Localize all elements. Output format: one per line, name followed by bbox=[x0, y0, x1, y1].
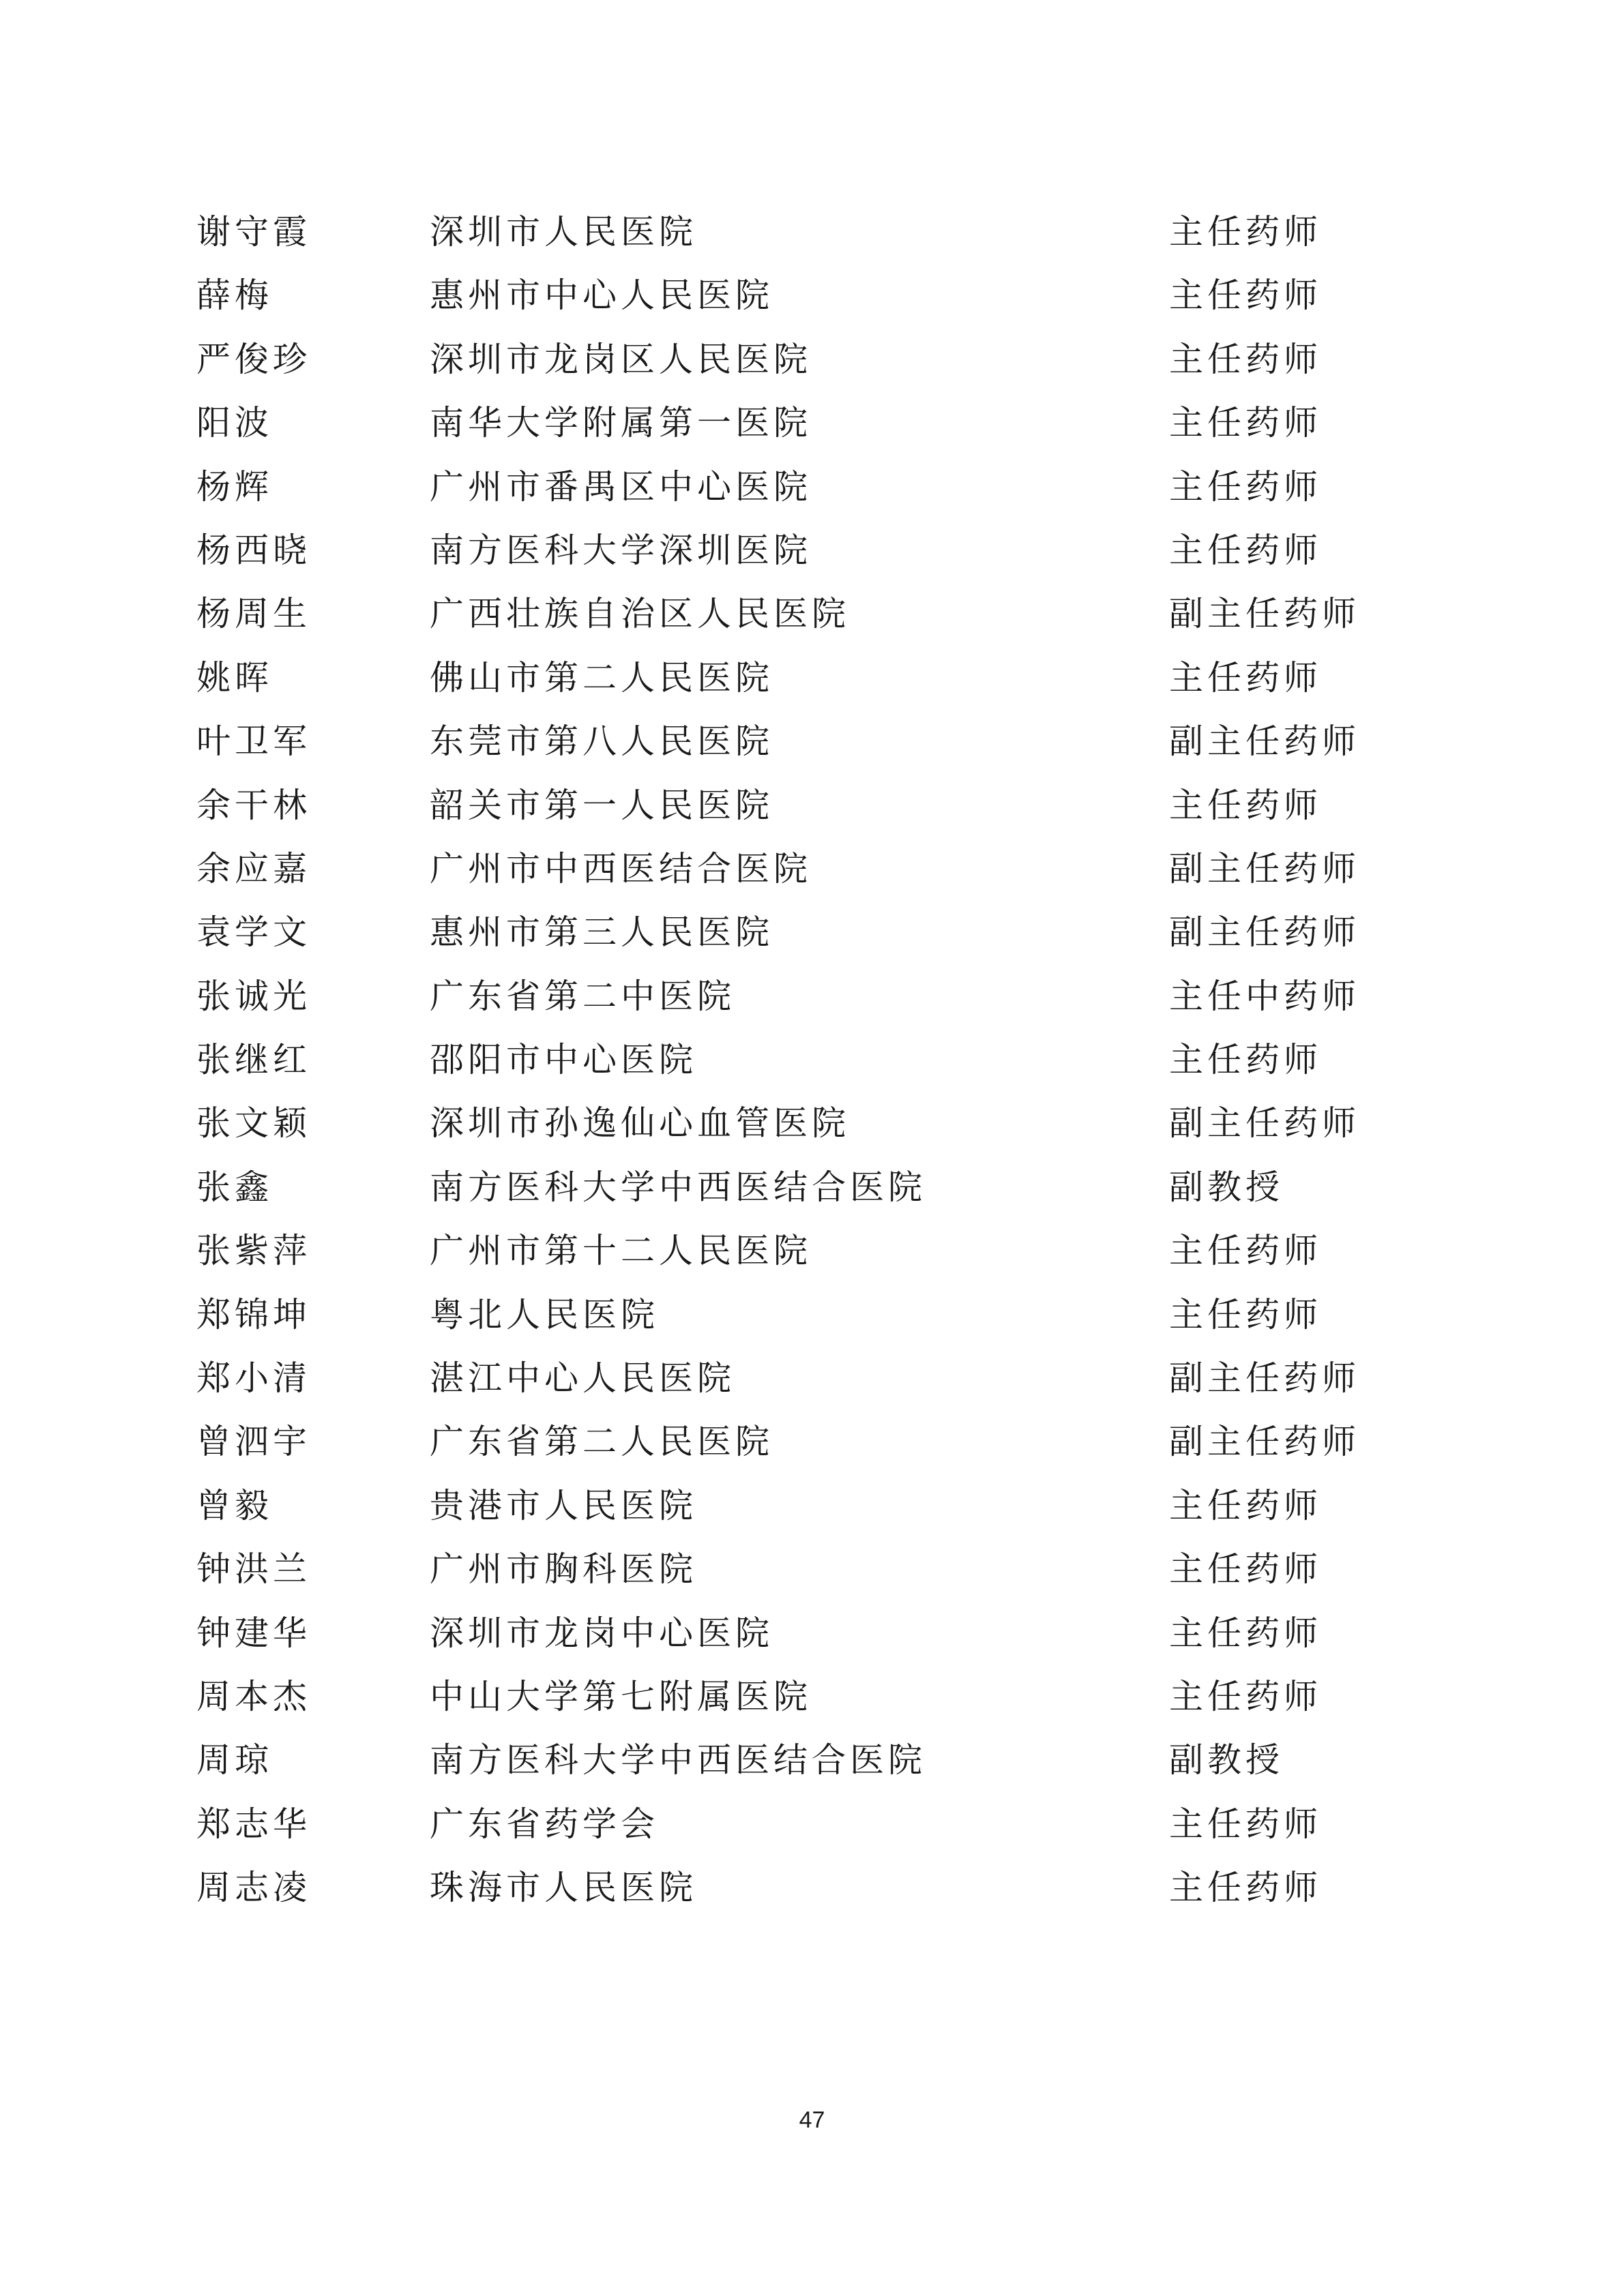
list-item bbox=[196, 1538, 1458, 1601]
member-organization: 深圳市人民医院 bbox=[430, 212, 697, 252]
list-item bbox=[196, 774, 1458, 837]
member-list bbox=[196, 200, 1458, 1920]
list-item bbox=[196, 1856, 1458, 1920]
member-title: 主任药师 bbox=[1169, 1294, 1322, 1335]
member-organization: 广州市中西医结合医院 bbox=[430, 848, 812, 889]
member-name: 杨西晓 bbox=[196, 530, 311, 570]
list-item bbox=[196, 328, 1458, 391]
member-name: 曾毅 bbox=[196, 1485, 273, 1525]
member-name: 郑小清 bbox=[196, 1358, 311, 1399]
member-organization: 湛江中心人民医院 bbox=[430, 1358, 735, 1399]
member-name: 张紫萍 bbox=[196, 1231, 311, 1271]
member-title: 主任药师 bbox=[1169, 466, 1322, 507]
member-name: 余应嘉 bbox=[196, 848, 311, 889]
member-name: 叶卫军 bbox=[196, 721, 311, 762]
list-item bbox=[196, 1028, 1458, 1092]
member-organization: 广东省药学会 bbox=[430, 1804, 659, 1844]
member-title: 副主任药师 bbox=[1169, 1358, 1360, 1399]
list-item bbox=[196, 1092, 1458, 1155]
member-name: 张文颖 bbox=[196, 1103, 311, 1144]
list-item bbox=[196, 1219, 1458, 1283]
member-title: 副主任药师 bbox=[1169, 912, 1360, 953]
list-item bbox=[196, 1156, 1458, 1219]
member-organization: 惠州市中心人民医院 bbox=[430, 275, 773, 316]
member-organization: 佛山市第二人民医院 bbox=[430, 657, 773, 698]
member-title: 主任药师 bbox=[1169, 1549, 1322, 1590]
member-title: 副主任药师 bbox=[1169, 721, 1360, 762]
member-name: 阳波 bbox=[196, 403, 273, 443]
member-title: 主任药师 bbox=[1169, 212, 1322, 252]
member-organization: 南方医科大学中西医结合医院 bbox=[430, 1740, 926, 1780]
member-title: 主任药师 bbox=[1169, 339, 1322, 379]
member-name: 杨周生 bbox=[196, 594, 311, 634]
member-title: 主任药师 bbox=[1169, 657, 1322, 698]
list-item bbox=[196, 1474, 1458, 1538]
member-organization: 韶关市第一人民医院 bbox=[430, 785, 773, 825]
member-name: 薛梅 bbox=[196, 275, 273, 316]
member-organization: 南方医科大学深圳医院 bbox=[430, 530, 812, 570]
member-title: 主任药师 bbox=[1169, 785, 1322, 825]
member-title: 主任药师 bbox=[1169, 1676, 1322, 1716]
member-title: 主任药师 bbox=[1169, 1231, 1322, 1271]
list-item bbox=[196, 391, 1458, 455]
list-item bbox=[196, 1283, 1458, 1347]
member-name: 张继红 bbox=[196, 1040, 311, 1080]
list-item bbox=[196, 1410, 1458, 1474]
member-name: 严俊珍 bbox=[196, 339, 311, 379]
member-name: 余干林 bbox=[196, 785, 311, 825]
list-item bbox=[196, 837, 1458, 901]
member-organization: 东莞市第八人民医院 bbox=[430, 721, 773, 762]
list-item bbox=[196, 965, 1458, 1028]
member-organization: 珠海市人民医院 bbox=[430, 1868, 697, 1908]
member-name: 谢守霞 bbox=[196, 212, 311, 252]
list-item bbox=[196, 1347, 1458, 1410]
member-organization: 广州市胸科医院 bbox=[430, 1549, 697, 1590]
member-name: 郑志华 bbox=[196, 1804, 311, 1844]
member-organization: 深圳市龙岗区人民医院 bbox=[430, 339, 812, 379]
member-name: 周本杰 bbox=[196, 1676, 311, 1716]
list-item bbox=[196, 901, 1458, 964]
member-organization: 邵阳市中心医院 bbox=[430, 1040, 697, 1080]
list-item bbox=[196, 1793, 1458, 1856]
member-title: 主任药师 bbox=[1169, 1804, 1322, 1844]
member-title: 副主任药师 bbox=[1169, 594, 1360, 634]
member-name: 郑锦坤 bbox=[196, 1294, 311, 1335]
list-item bbox=[196, 582, 1458, 646]
member-organization: 深圳市龙岗中心医院 bbox=[430, 1613, 773, 1653]
member-name: 周志凌 bbox=[196, 1868, 311, 1908]
member-title: 主任药师 bbox=[1169, 1868, 1322, 1908]
member-name: 周琼 bbox=[196, 1740, 273, 1780]
member-organization: 南华大学附属第一医院 bbox=[430, 403, 812, 443]
member-organization: 广州市番禺区中心医院 bbox=[430, 466, 812, 507]
member-title: 副教授 bbox=[1169, 1740, 1284, 1780]
list-item bbox=[196, 1665, 1458, 1729]
list-item bbox=[196, 264, 1458, 327]
member-title: 副教授 bbox=[1169, 1167, 1284, 1207]
member-title: 副主任药师 bbox=[1169, 1103, 1360, 1144]
member-name: 袁学文 bbox=[196, 912, 311, 953]
member-organization: 广东省第二中医院 bbox=[430, 976, 735, 1016]
member-title: 主任药师 bbox=[1169, 1040, 1322, 1080]
member-name: 钟洪兰 bbox=[196, 1549, 311, 1590]
list-item bbox=[196, 1602, 1458, 1665]
list-item bbox=[196, 646, 1458, 710]
member-title: 主任中药师 bbox=[1169, 976, 1360, 1016]
member-name: 曾泗宇 bbox=[196, 1422, 311, 1462]
member-name: 张鑫 bbox=[196, 1167, 273, 1207]
member-organization: 广州市第十二人民医院 bbox=[430, 1231, 812, 1271]
member-title: 副主任药师 bbox=[1169, 1422, 1360, 1462]
member-organization: 粤北人民医院 bbox=[430, 1294, 659, 1335]
member-organization: 南方医科大学中西医结合医院 bbox=[430, 1167, 926, 1207]
list-item bbox=[196, 1729, 1458, 1792]
list-item bbox=[196, 710, 1458, 773]
member-name: 杨辉 bbox=[196, 466, 273, 507]
list-item bbox=[196, 200, 1458, 264]
page-number: 47 bbox=[799, 2107, 825, 2133]
member-organization: 中山大学第七附属医院 bbox=[430, 1676, 812, 1716]
member-title: 主任药师 bbox=[1169, 1613, 1322, 1653]
member-organization: 广西壮族自治区人民医院 bbox=[430, 594, 850, 634]
member-name: 张诚光 bbox=[196, 976, 311, 1016]
member-organization: 惠州市第三人民医院 bbox=[430, 912, 773, 953]
list-item bbox=[196, 519, 1458, 582]
member-title: 副主任药师 bbox=[1169, 848, 1360, 889]
member-title: 主任药师 bbox=[1169, 1485, 1322, 1525]
member-title: 主任药师 bbox=[1169, 530, 1322, 570]
member-organization: 深圳市孙逸仙心血管医院 bbox=[430, 1103, 850, 1144]
member-organization: 贵港市人民医院 bbox=[430, 1485, 697, 1525]
member-title: 主任药师 bbox=[1169, 403, 1322, 443]
member-name: 钟建华 bbox=[196, 1613, 311, 1653]
member-title: 主任药师 bbox=[1169, 275, 1322, 316]
member-organization: 广东省第二人民医院 bbox=[430, 1422, 773, 1462]
list-item bbox=[196, 456, 1458, 519]
member-name: 姚晖 bbox=[196, 657, 273, 698]
